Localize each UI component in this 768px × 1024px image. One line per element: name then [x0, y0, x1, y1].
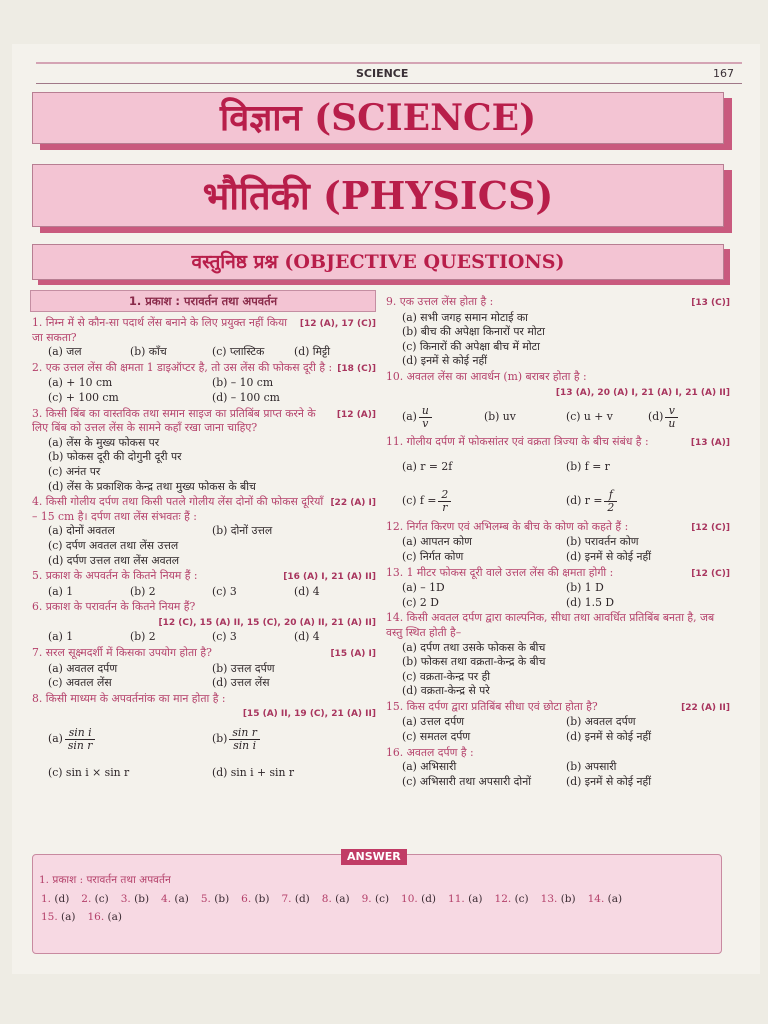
- options: [384, 311, 730, 369]
- option-label: (a): [48, 731, 63, 745]
- right-column: [384, 294, 730, 789]
- question-meta: [22 (A) II]: [681, 702, 730, 713]
- option: [48, 554, 376, 569]
- question-row: [30, 361, 376, 377]
- option: [48, 480, 376, 495]
- option: [566, 581, 730, 596]
- question-8: [30, 692, 376, 790]
- question-meta: [13 (A)]: [690, 438, 730, 449]
- option: [212, 756, 376, 790]
- question-13: [384, 566, 730, 611]
- options: [384, 400, 730, 434]
- option: [212, 662, 376, 677]
- question-text: 2. एक उत्तल लेंस की क्षमता 1 डाइऑप्टर है, तो उस लेंस की फोकस दूरी है :: [32, 360, 333, 374]
- option: [402, 775, 566, 790]
- option: [212, 376, 376, 391]
- option-label: (b) उत्तल दर्पण: [212, 661, 275, 675]
- option-label: (a) अवतल दर्पण: [48, 661, 118, 675]
- option: [402, 670, 730, 685]
- option: [48, 465, 376, 480]
- option: [402, 730, 566, 745]
- option: [48, 630, 130, 645]
- question-11: [384, 435, 730, 519]
- question-10: [384, 370, 730, 434]
- answer-item: [588, 893, 623, 905]
- answer-number: 16.: [87, 911, 105, 923]
- question-meta: [16 (A) I, 21 (A) II]: [283, 572, 376, 583]
- title-physics: भौतिकी (PHYSICS): [202, 173, 554, 218]
- option: [402, 581, 566, 596]
- left-column: [30, 290, 376, 790]
- question-14: [384, 611, 730, 699]
- question-row: [384, 520, 730, 536]
- option-label: (c) प्लास्टिक: [212, 345, 265, 359]
- option-label: (a) – 1D: [402, 581, 445, 595]
- option-label: (c) 3: [212, 630, 237, 644]
- option-label: (d) sin i + sin r: [212, 765, 295, 779]
- option-label: (d) वक्रता-केन्द्र से परे: [402, 684, 490, 698]
- option-label: (b) बीच की अपेक्षा किनारों पर मोटा: [402, 325, 545, 339]
- question-6: [30, 600, 376, 645]
- option-label: (a) जल: [48, 345, 82, 359]
- book-page: [12, 44, 760, 974]
- option-label: (a): [402, 409, 417, 423]
- option: [402, 715, 566, 730]
- answer-item: [161, 893, 189, 905]
- options: [30, 436, 376, 494]
- option: [484, 400, 566, 434]
- answer-item: [41, 911, 76, 923]
- answer-number: 2.: [81, 893, 92, 905]
- answer-box: [32, 850, 722, 954]
- question-row: [384, 746, 730, 761]
- option-label: (c) समतल दर्पण: [402, 730, 471, 744]
- answer-row-2: [41, 911, 122, 923]
- answer-number: 4.: [161, 893, 172, 905]
- option: [48, 539, 376, 554]
- question-4: [30, 495, 376, 568]
- option-label: (b) परावर्तन कोण: [566, 535, 639, 549]
- option: [402, 760, 566, 775]
- answer-number: 6.: [241, 893, 252, 905]
- option: [402, 325, 730, 340]
- option: [566, 535, 730, 550]
- option-label: (c) निर्गत कोण: [402, 549, 464, 563]
- option-label: (b): [212, 731, 228, 745]
- options: [30, 376, 376, 405]
- option: [48, 376, 212, 391]
- option-label: (a) + 10 cm: [48, 376, 113, 390]
- answer-value: (c): [514, 893, 529, 905]
- option: [402, 451, 566, 485]
- header-label: SCIENCE: [356, 67, 409, 80]
- question-meta: [12 (A)]: [336, 409, 376, 420]
- option: [648, 400, 730, 434]
- denominator: 2: [607, 501, 615, 515]
- option: [566, 730, 730, 745]
- option: [294, 345, 376, 360]
- question-row: [384, 700, 730, 716]
- question-meta: [15 (A) I]: [330, 649, 376, 660]
- answer-value: (a): [61, 911, 76, 923]
- denominator: v: [422, 416, 429, 430]
- fraction: [65, 727, 96, 752]
- section-heading: 1. प्रकाश : परावर्तन तथा अपवर्तन: [30, 290, 376, 312]
- title-objective-box: [32, 244, 724, 280]
- option-label: (b) दोनों उत्तल: [212, 524, 273, 538]
- option-label: (b) फोकस तथा वक्रता-केन्द्र के बीच: [402, 655, 546, 669]
- question-row: [384, 295, 730, 311]
- option-label: (b) काँच: [130, 345, 167, 359]
- question-12: [384, 520, 730, 565]
- options: [384, 581, 730, 610]
- question-row: [30, 569, 376, 585]
- option-label: (d) दर्पण उत्तल तथा लेंस अवतल: [48, 553, 180, 567]
- answer-value: (a): [335, 893, 350, 905]
- option: [566, 485, 730, 519]
- answer-item: [81, 893, 108, 905]
- option: [130, 345, 212, 360]
- option-label: (c) अवतल लेंस: [48, 676, 112, 690]
- option-label: (a) सभी जगह समान मोटाई का: [402, 310, 528, 324]
- page-number: 167: [713, 67, 734, 80]
- option-label: (b) 2: [130, 630, 156, 644]
- question-text: 15. किस दर्पण द्वारा प्रतिबिंब सीधा एवं छोटा होता है?: [386, 699, 598, 713]
- answer-number: 15.: [41, 911, 58, 923]
- option-label: (b) 1 D: [566, 581, 604, 595]
- option-label: (a) 1: [48, 584, 74, 598]
- options: [384, 760, 730, 789]
- option: [566, 715, 730, 730]
- option: [402, 340, 730, 355]
- question-row: [384, 435, 730, 451]
- option: [566, 400, 648, 434]
- options: [30, 630, 376, 645]
- option-label: (a) अभिसारी: [402, 760, 457, 774]
- answer-value: (a): [607, 893, 623, 905]
- option: [294, 585, 376, 600]
- answer-number: 14.: [587, 893, 605, 905]
- option: [566, 596, 730, 611]
- answer-item: [121, 893, 149, 905]
- question-1: [30, 316, 376, 360]
- answer-value: (d): [54, 893, 70, 905]
- option: [48, 524, 212, 539]
- option: [566, 451, 730, 485]
- option-label: (d) 4: [294, 584, 320, 598]
- question-7: [30, 646, 376, 691]
- question-16: [384, 746, 730, 790]
- option-label: (d) लेंस के प्रकाशिक केन्द्र तथा मुख्य फोकस के बीच: [48, 479, 256, 493]
- option: [566, 760, 730, 775]
- option: [48, 662, 212, 677]
- option-label: (b) अवतल दर्पण: [566, 715, 636, 729]
- answer-title: ANSWER: [341, 849, 407, 865]
- option: [48, 391, 212, 406]
- question-text: 14. किसी अवतल दर्पण द्वारा काल्पनिक, सीधा तथा आवर्धित प्रतिबिंब बनता है, जब वस्तु स्थित होती है–: [386, 611, 715, 639]
- answer-item: [41, 893, 69, 905]
- question-meta: [12 (A), 17 (C)]: [299, 319, 376, 329]
- answer-number: 11.: [448, 893, 465, 905]
- option-label: (c) वक्रता-केन्द्र पर ही: [402, 669, 491, 683]
- question-meta: [22 (A) I]: [330, 498, 376, 509]
- options: [30, 585, 376, 600]
- answer-item: [322, 893, 350, 905]
- option: [402, 655, 730, 670]
- numerator: v: [665, 405, 678, 418]
- option-label: (b) f = r: [566, 460, 610, 474]
- answer-value: (b): [254, 893, 270, 905]
- question-row: [30, 316, 376, 345]
- option-label: (a) r = 2f: [402, 460, 453, 474]
- option: [402, 535, 566, 550]
- title-science-box: [32, 92, 724, 144]
- question-15: [384, 700, 730, 745]
- option: [212, 585, 294, 600]
- option: [402, 354, 730, 369]
- option-label: (c) f =: [402, 494, 437, 508]
- answer-value: (c): [94, 893, 109, 905]
- numerator: f: [604, 489, 617, 502]
- answer-item: [495, 893, 529, 905]
- answer-item: [88, 911, 123, 923]
- question-text: 8. किसी माध्यम के अपवर्तनांक का मान होता है :: [32, 691, 226, 705]
- answer-number: 13.: [540, 893, 558, 905]
- option-label: (c) अभिसारी तथा अपसारी दोनों: [402, 774, 531, 788]
- option: [130, 630, 212, 645]
- option-label: (d) 1.5 D: [566, 595, 615, 609]
- question-text: 16. अवतल दर्पण है :: [386, 745, 474, 759]
- question-meta: [12 (C)]: [691, 568, 730, 579]
- option-label: (c) 3: [212, 584, 237, 598]
- answer-item: [201, 893, 229, 905]
- question-text: 3. किसी बिंब का वास्तविक तथा समान साइज का प्रतिबिंब प्राप्त करने के लिए बिंब को उत्तल लेंस के सामने कहाँ रखा जाना चाहिए?: [32, 406, 316, 435]
- question-row: [30, 495, 376, 524]
- option-label: (b) फोकस दूरी की दोगुनी दूरी पर: [48, 450, 182, 464]
- answer-item: [448, 893, 483, 905]
- denominator: u: [668, 416, 676, 430]
- answer-number: 7.: [281, 893, 292, 905]
- answer-value: (c): [374, 893, 390, 905]
- answer-value: (b): [134, 893, 150, 905]
- option-label: (a) 1: [48, 630, 74, 644]
- option: [212, 676, 376, 691]
- option-label: (a) उत्तल दर्पण: [402, 715, 465, 729]
- running-header: [36, 62, 742, 84]
- options: [384, 641, 730, 699]
- option: [130, 585, 212, 600]
- options: [30, 722, 376, 790]
- option-label: (b) uv: [484, 409, 516, 423]
- answer-item: [241, 893, 269, 905]
- option: [566, 550, 730, 565]
- options: [384, 715, 730, 744]
- fraction: [604, 489, 617, 514]
- fraction: [438, 489, 451, 514]
- option-label: (b) – 10 cm: [212, 376, 274, 390]
- option-label: (d) r =: [566, 494, 603, 508]
- option-label: (d) इनमें से कोई नहीं: [566, 549, 652, 563]
- question-meta: [18 (C)]: [337, 363, 376, 374]
- answer-row-1: [41, 893, 622, 905]
- answer-number: 12.: [494, 893, 512, 905]
- question-meta: [12 (C)]: [691, 522, 730, 533]
- fraction: [419, 405, 432, 430]
- question-row: [384, 611, 730, 640]
- numerator: 2: [438, 489, 451, 502]
- option: [48, 345, 130, 360]
- question-text: 11. गोलीय दर्पण में फोकसांतर एवं वक्रता त्रिज्या के बीच संबंध है :: [386, 435, 649, 449]
- option: [402, 596, 566, 611]
- numerator: sin r: [229, 727, 260, 740]
- option-label: (d) मिट्टी: [294, 345, 331, 359]
- answer-value: (d): [421, 893, 437, 905]
- options: [384, 535, 730, 564]
- question-5: [30, 569, 376, 599]
- option: [402, 550, 566, 565]
- answer-value: (b): [560, 893, 576, 905]
- answer-value: (a): [107, 911, 122, 923]
- option-label: (c) अनंत पर: [48, 464, 101, 478]
- option-label: (d) इनमें से कोई नहीं: [402, 354, 488, 368]
- question-text: 10. अवतल लेंस का आवर्धन (m) बराबर होता है :: [386, 369, 587, 383]
- option-label: (d) – 100 cm: [212, 390, 280, 404]
- option-label: (a) दोनों अवतल: [48, 524, 115, 538]
- numerator: sin i: [65, 727, 96, 740]
- question-text: 6. प्रकाश के परावर्तन के कितने नियम हैं?: [32, 600, 196, 614]
- question-meta: [12 (C), 15 (A) II, 15 (C), 20 (A) II, 21 (A) II]: [158, 617, 376, 628]
- option: [212, 345, 294, 360]
- fraction: [665, 405, 678, 430]
- numerator: u: [419, 405, 432, 418]
- answer-item: [281, 893, 309, 905]
- options: [30, 524, 376, 568]
- title-objective: वस्तुनिष्ठ प्रश्न (OBJECTIVE QUESTIONS): [191, 251, 565, 273]
- option-label: (d) 4: [294, 630, 320, 644]
- answer-item: [541, 893, 576, 905]
- options: [30, 345, 376, 360]
- question-3: [30, 407, 376, 495]
- option-label: (c) दर्पण अवतल तथा लेंस उत्तल: [48, 538, 179, 552]
- question-row: [30, 407, 376, 436]
- option: [212, 630, 294, 645]
- question-2: [30, 361, 376, 406]
- denominator: r: [442, 501, 448, 515]
- option-label: (d) इनमें से कोई नहीं: [566, 774, 652, 788]
- option: [48, 450, 376, 465]
- denominator: sin i: [233, 738, 257, 752]
- question-9: [384, 295, 730, 369]
- option-label: (c) u + v: [566, 409, 613, 423]
- option: [294, 630, 376, 645]
- question-row: [30, 692, 376, 707]
- option: [402, 684, 730, 699]
- answer-number: 5.: [200, 893, 211, 905]
- answer-number: 3.: [120, 893, 131, 905]
- option: [48, 722, 212, 756]
- question-text: 7. सरल सूक्ष्मदर्शी में किसका उपयोग होता है?: [32, 646, 212, 660]
- option-label: (d) इनमें से कोई नहीं: [566, 730, 652, 744]
- option-label: (d): [648, 409, 664, 423]
- answer-value: (b): [214, 893, 230, 905]
- option: [48, 585, 130, 600]
- options: [384, 451, 730, 519]
- title-physics-box: [32, 164, 724, 227]
- question-row: [384, 566, 730, 582]
- question-row: [384, 370, 730, 385]
- answer-section: 1. प्रकाश : परावर्तन तथा अपवर्तन: [39, 874, 171, 886]
- denominator: sin r: [67, 738, 93, 752]
- option: [402, 641, 730, 656]
- answer-value: (a): [174, 893, 189, 905]
- answer-number: 1.: [41, 893, 52, 905]
- option-label: (a) आपतन कोण: [402, 535, 472, 549]
- option: [48, 756, 212, 790]
- question-meta: [15 (A) II, 19 (C), 21 (A) II]: [242, 709, 376, 720]
- options: [30, 662, 376, 691]
- option-label: (c) sin i × sin r: [48, 765, 130, 779]
- question-text: 5. प्रकाश के अपवर्तन के कितने नियम हैं :: [32, 569, 198, 583]
- answer-item: [362, 893, 389, 905]
- question-meta: [13 (C)]: [691, 298, 730, 308]
- option: [212, 524, 376, 539]
- answer-value: (a): [468, 893, 483, 905]
- fraction: [229, 727, 260, 752]
- option-label: (c) किनारों की अपेक्षा बीच में मोटा: [402, 339, 540, 353]
- option-label: (a) दर्पण तथा उसके फोकस के बीच: [402, 640, 546, 654]
- answer-number: 9.: [361, 893, 372, 905]
- option: [48, 676, 212, 691]
- answer-value: (d): [294, 893, 310, 905]
- option: [212, 722, 376, 756]
- option-label: (a) लेंस के मुख्य फोकस पर: [48, 435, 160, 449]
- question-row: [30, 646, 376, 662]
- option: [566, 775, 730, 790]
- option: [48, 436, 376, 451]
- option: [402, 311, 730, 326]
- question-text: 12. निर्गत किरण एवं अभिलम्ब के बीच के कोण को कहते हैं :: [386, 519, 629, 533]
- option: [402, 400, 484, 434]
- answer-number: 8.: [321, 893, 332, 905]
- option-label: (c) + 100 cm: [48, 390, 119, 404]
- option: [212, 391, 376, 406]
- option-label: (c) 2 D: [402, 595, 439, 609]
- option-label: (b) 2: [130, 584, 156, 598]
- option: [402, 485, 566, 519]
- answer-number: 10.: [401, 893, 418, 905]
- title-science: विज्ञान (SCIENCE): [219, 97, 537, 139]
- question-text: 1. निम्न में से कौन-सा पदार्थ लेंस बनाने के लिए प्रयुक्त नहीं किया जा सकता?: [32, 316, 288, 344]
- option-label: (b) अपसारी: [566, 760, 617, 774]
- question-row: [30, 600, 376, 615]
- question-text: 4. किसी गोलीय दर्पण तथा किसी पतले गोलीय लेंस दोनों की फोकस दूरियाँ – 15 cm है। दर्पण तथा लेंस संभवतः हैं :: [32, 495, 324, 523]
- option-label: (d) उत्तल लेंस: [212, 676, 270, 690]
- question-text: 9. एक उत्तल लेंस होता है :: [386, 295, 494, 308]
- question-text: 13. 1 मीटर फोकस दूरी वाले उत्तल लेंस की क्षमता होगी :: [386, 565, 614, 579]
- answer-item: [401, 893, 436, 905]
- question-meta: [13 (A), 20 (A) I, 21 (A) I, 21 (A) II]: [555, 387, 730, 398]
